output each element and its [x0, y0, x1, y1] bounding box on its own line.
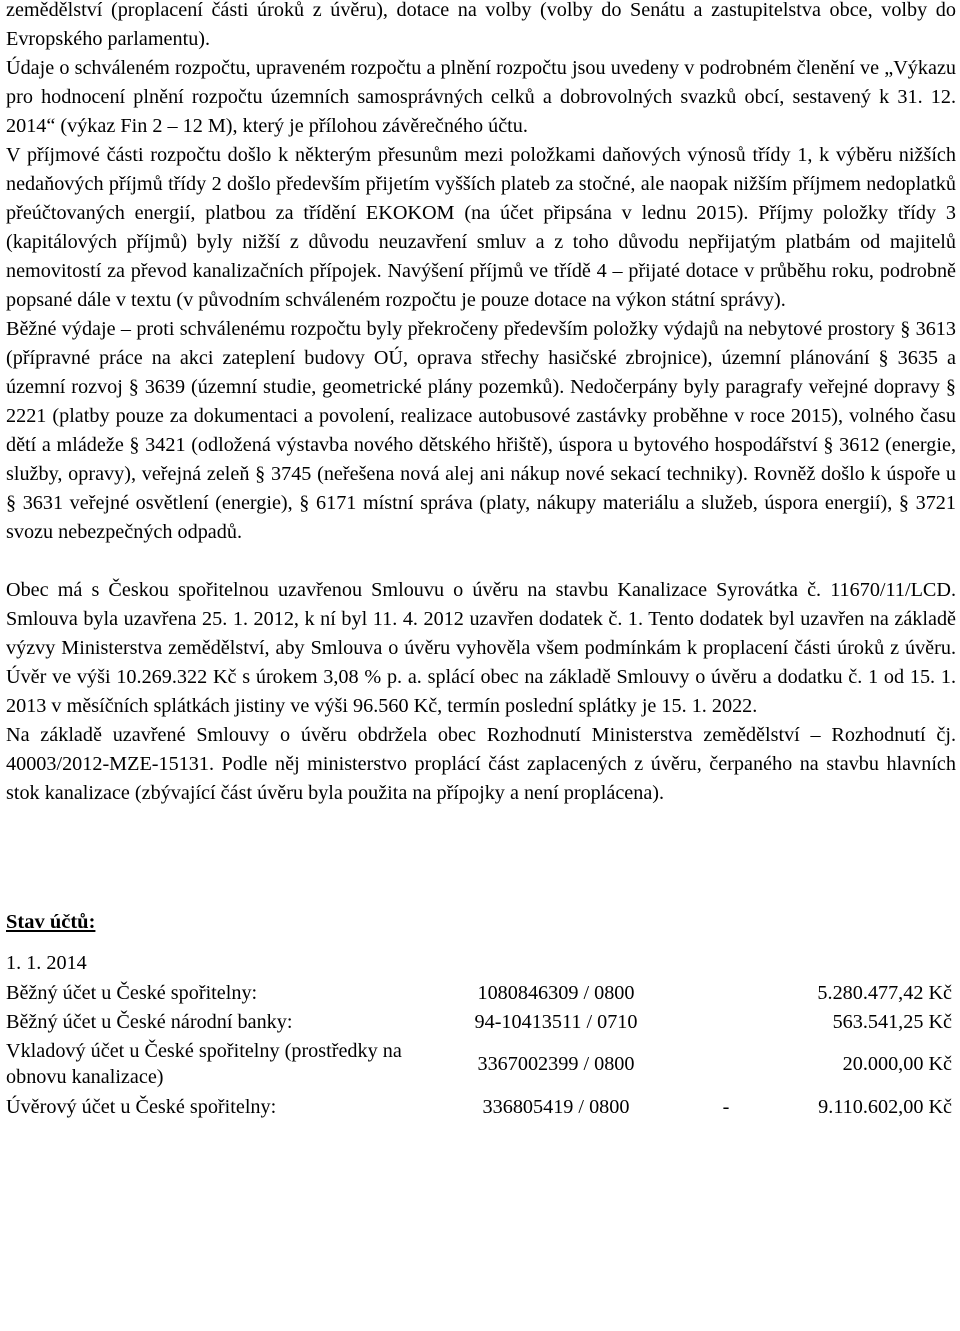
account-sign: [706, 1036, 746, 1092]
account-amount: 5.280.477,42 Kč: [817, 981, 952, 1004]
account-amount: 20.000,00 Kč: [842, 1053, 952, 1075]
paragraph-budget-report: Údaje o schváleném rozpočtu, upraveném rozpočtu a plnění rozpočtu jsou uvedeny v podrobném členění ve „Výkazu pro hodnocení plnění rozpočtu územních samosprávných celků a dobrovolných svazků obcí, sestavený k 31. 12. 2014“ (výkaz Fin 2 – 12 M), který je přílohou závěrečného účtu.: [6, 57, 956, 137]
table-row: [6, 1007, 952, 1036]
account-name: Vkladový účet u České spořitelny (prostředky na obnovu kanalizace): [6, 1040, 402, 1088]
table-row: [6, 1092, 952, 1121]
document-page: [6, 0, 956, 1121]
accounts-title: Stav účtů:: [6, 911, 96, 933]
spacer: [6, 808, 956, 908]
account-sign: -: [722, 1095, 730, 1118]
table-row: [6, 978, 952, 1007]
account-number: 336805419 / 0800: [482, 1095, 630, 1118]
spacer: [6, 547, 956, 576]
account-amount: 9.110.602,00 Kč: [818, 1095, 952, 1118]
paragraph-subsidies: zemědělství (proplacení části úroků z úvěru), dotace na volby (volby do Senátu a zastupitelstva obce, volby do Evropského parlamentu).: [6, 0, 956, 50]
paragraph-ministry-decision: Na základě uzavřené Smlouvy o úvěru obdržela obec Rozhodnutí Ministerstva zemědělství – Rozhodnutí čj. 40003/2012-MZE-15131. Podle něj ministerstvo proplácí část zaplacených z úvěru, čerpaného na stavbu hlavních stok kanalizace (zbývající část úvěru byla použita na přípojky a není proplácena).: [6, 724, 956, 804]
paragraph-expenditure: Běžné výdaje – proti schválenému rozpočtu byly překročeny především položky výdajů na nebytové prostory § 3613 (přípravné práce na akci zateplení budovy OÚ, oprava střechy hasičské zbrojnice), územní plánování § 3635 a územní rozvoj § 3639 (územní studie, geometrické plány pozemků). Nedočerpány byly paragrafy veřejné dopravy § 2221 (platby pouze za dokumentaci a povolení, realizace autobusové zastávky proběhne v roce 2015), volného času dětí a mládeže § 3421 (odložená výstavba nového dětského hřiště), úspora u bytového hospodářství § 3612 (energie, služby, opravy), veřejná zeleň § 3745 (neřešena nová alej ani nákup nové sekací techniky). Rovněž došlo k úspoře u § 3631 veřejné osvětlení (energie), § 6171 místní správa (platy, nákupy materiálu a služeb, úspora energií), § 3721 svozu nebezpečných odpadů.: [6, 318, 956, 543]
account-name: Běžný účet u České spořitelny:: [6, 981, 258, 1004]
account-name: Úvěrový účet u České spořitelny:: [6, 1095, 277, 1118]
table-row: [6, 1036, 952, 1092]
account-name: Běžný účet u České národní banky:: [6, 1010, 293, 1033]
accounts-table: [6, 978, 952, 1121]
account-number: 1080846309 / 0800: [477, 981, 635, 1004]
paragraph-loan: Obec má s Českou spořitelnou uzavřenou Smlouvu o úvěru na stavbu Kanalizace Syrovátka č. 11670/11/LCD. Smlouva byla uzavřena 25. 1. 2012, k ní byl 11. 4. 2012 uzavřen dodatek č. 1. Tento dodatek byl uzavřen na základě výzvy Ministerstva zemědělství, aby Smlouva o úvěru vyhověla všem podmínkám k proplacení části úroků z úvěru. Úvěr ve výši 10.269.322 Kč s úrokem 3,08 % p. a. splácí obec na základě Smlouvy o úvěru a dodatku č. 1 od 15. 1. 2013 v měsíčních splátkách jistiny ve výši 96.560 Kč, termín poslední splátky je 15. 1. 2022.: [6, 579, 956, 717]
paragraph-revenue: V příjmové části rozpočtu došlo k některým přesunům mezi položkami daňových výnosů třídy 1, k výběru nižších nedaňových příjmů třídy 2 došlo především přijetím vyšších plateb za stočné, ale naopak nižším příjmem nedoplatků přeúčtovaných energií, platbou za třídění EKOKOM (na účet připsána v lednu 2015). Příjmy položky třídy 3 (kapitálových příjmů) byly nižší z důvodu neuzavření smluv a z toho důvodu nepřijatým platbám od majitelů nemovitostí za převod kanalizačních přípojek. Navýšení příjmů ve třídě 4 – přijaté dotace v průběhu roku, podrobně popsané dále v textu (v původním schváleném rozpočtu je pouze dotace na výkon státní správy).: [6, 144, 956, 311]
accounts-date: 1. 1. 2014: [6, 952, 87, 974]
account-sign: [706, 978, 746, 1007]
account-number: 94-10413511 / 0710: [474, 1010, 638, 1033]
account-sign: [706, 1007, 746, 1036]
account-number: 3367002399 / 0800: [477, 1053, 635, 1075]
account-amount: 563.541,25 Kč: [832, 1010, 952, 1033]
